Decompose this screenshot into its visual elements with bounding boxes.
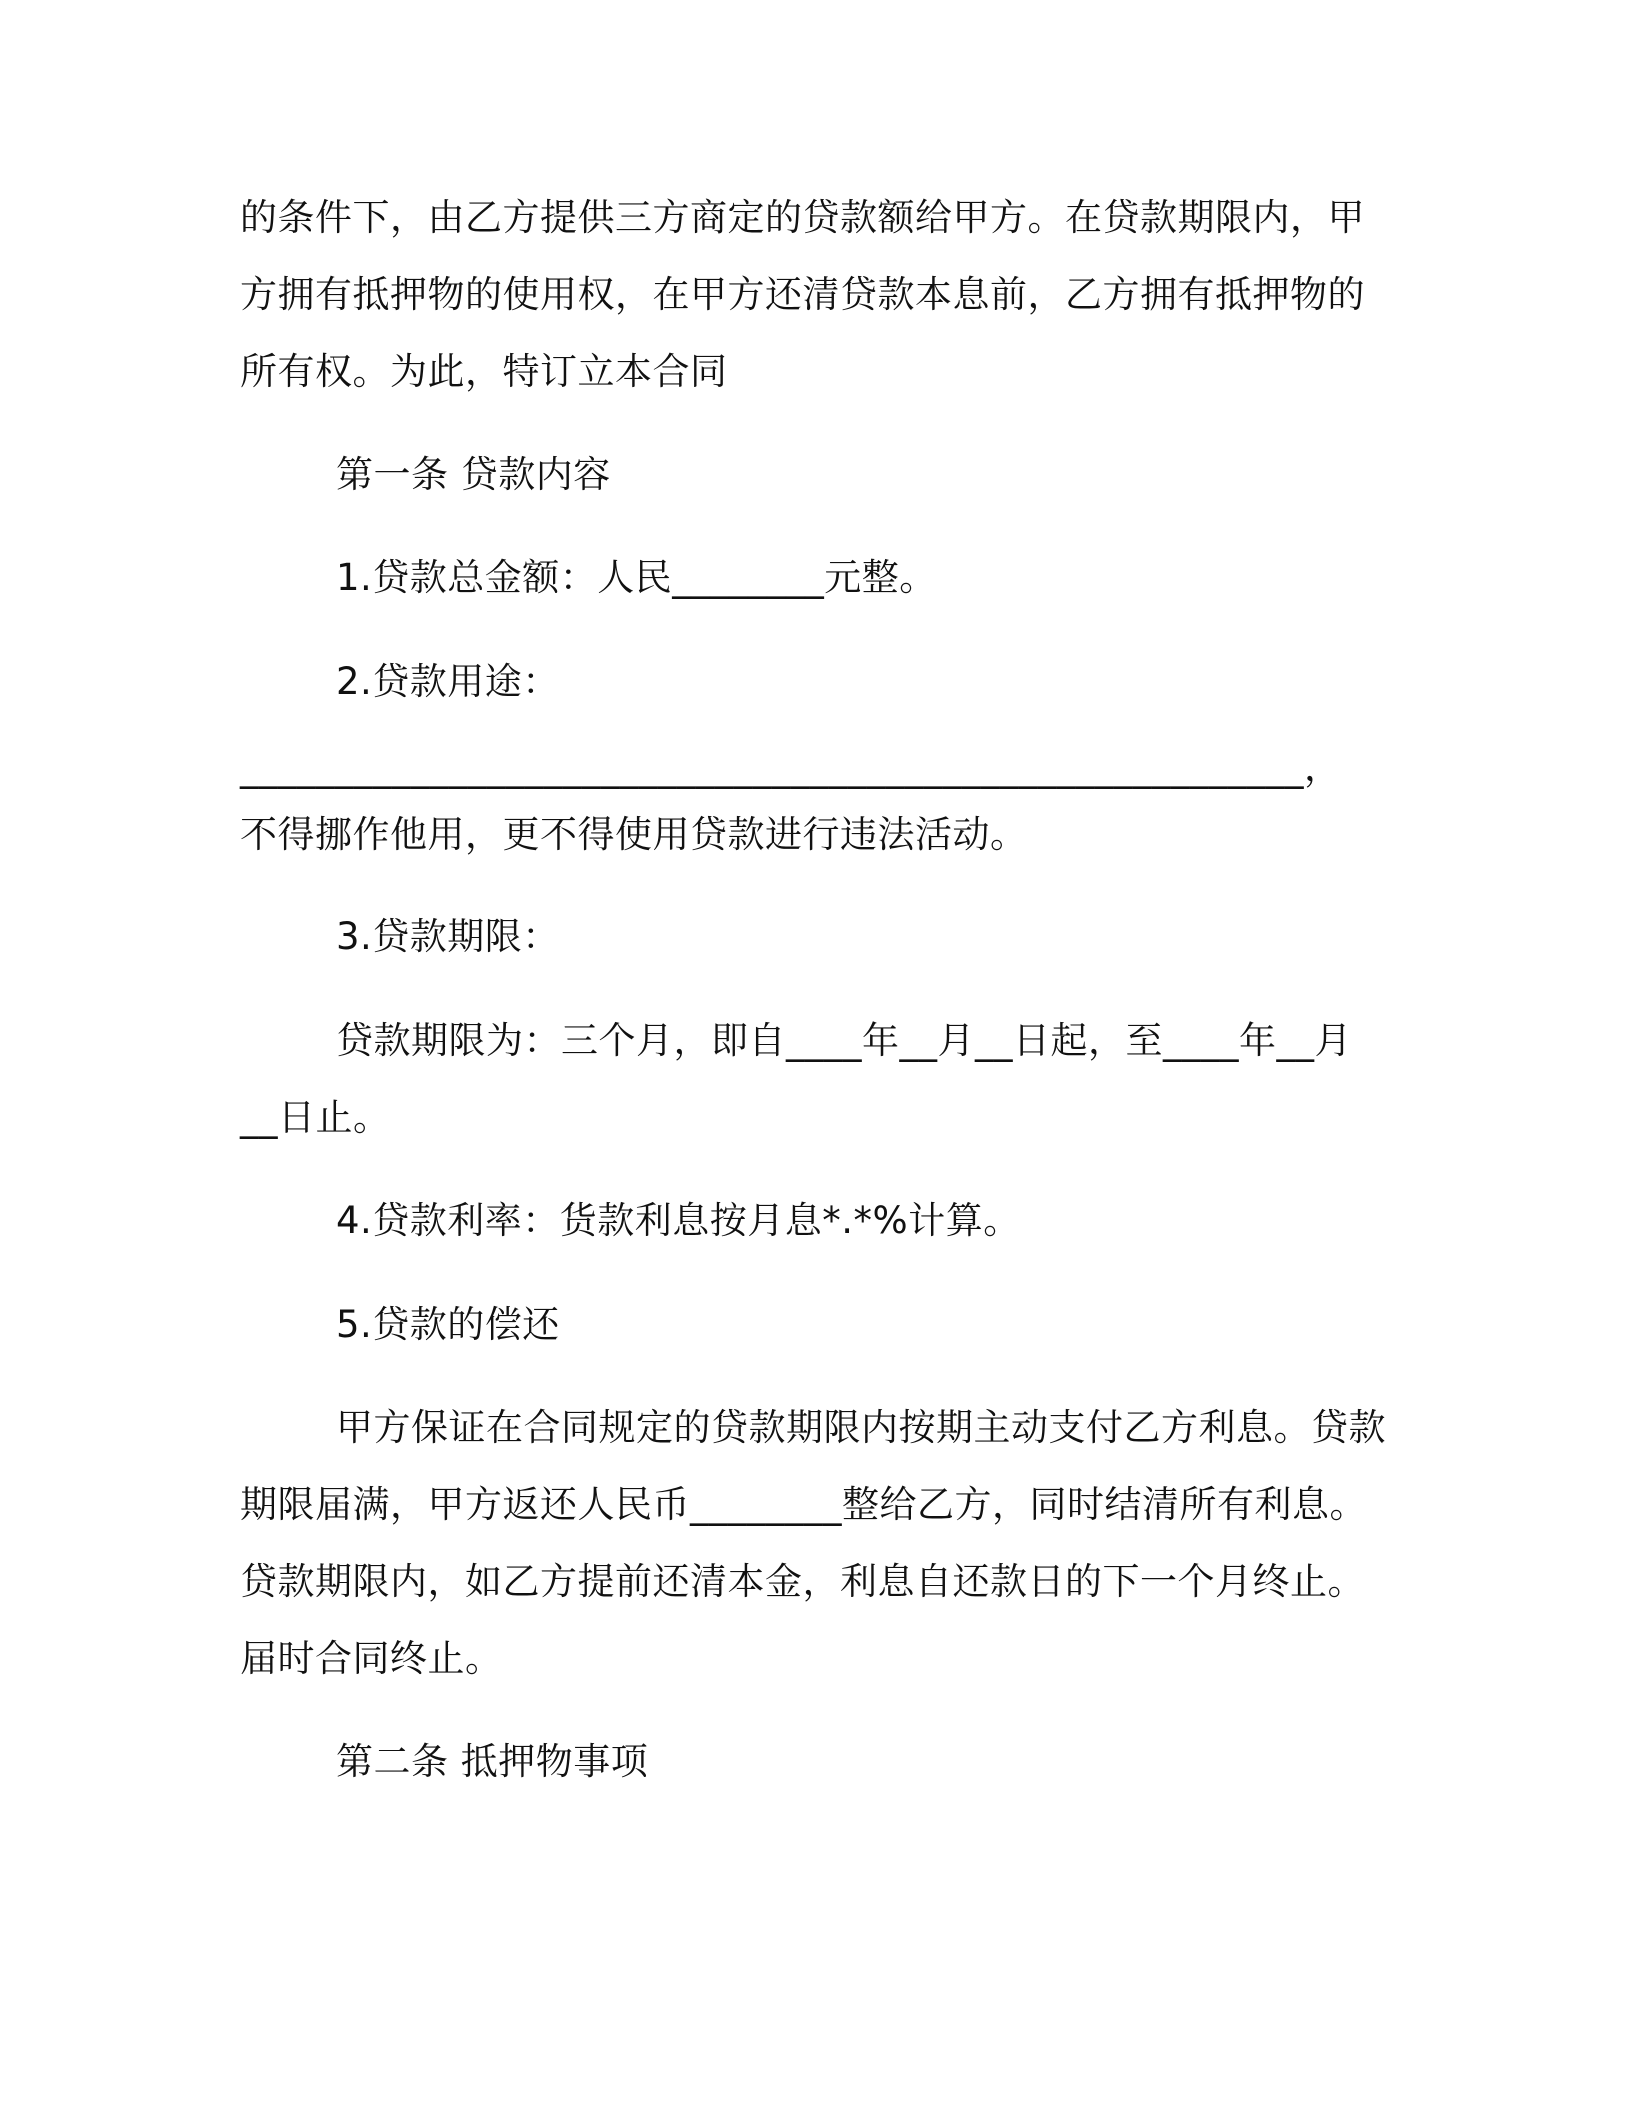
loan-purpose-blank: ________________________________________________________， xyxy=(240,746,1342,789)
repayment-line-2: 期限届满，甲方返还人民币________整给乙方，同时结清所有利息。 xyxy=(240,1483,1367,1526)
loan-interest-item: 4.贷款利率：货款利息按月息*.*%计算。 xyxy=(336,1199,1021,1242)
loan-repayment-label: 5.贷款的偿还 xyxy=(336,1303,560,1346)
loan-term-line-1: 贷款期限为：三个月，即自____年__月__日起，至____年__月 xyxy=(336,1019,1352,1062)
article-2-heading: 第二条 抵押物事项 xyxy=(336,1740,649,1783)
repayment-line-3: 贷款期限内，如乙方提前还清本金，利息自还款日的下一个月终止。 xyxy=(240,1560,1365,1603)
repayment-line-4: 届时合同终止。 xyxy=(240,1637,503,1680)
article-1-heading: 第一条 贷款内容 xyxy=(336,453,611,496)
loan-purpose-label: 2.贷款用途： xyxy=(336,660,560,703)
loan-amount-item: 1.贷款总金额：人民________元整。 xyxy=(336,556,937,599)
intro-line-2: 方拥有抵押物的使用权，在甲方还清贷款本息前，乙方拥有抵押物的 xyxy=(240,273,1365,316)
intro-line-3: 所有权。为此，特订立本合同 xyxy=(240,350,728,393)
loan-term-label: 3.贷款期限： xyxy=(336,915,560,958)
loan-purpose-note: 不得挪作他用，更不得使用贷款进行违法活动。 xyxy=(240,813,1028,856)
repayment-line-1: 甲方保证在合同规定的贷款期限内按期主动支付乙方利息。贷款 xyxy=(336,1406,1386,1449)
intro-line-1: 的条件下，由乙方提供三方商定的贷款额给甲方。在贷款期限内，甲 xyxy=(240,196,1365,239)
loan-term-line-2: __日止。 xyxy=(240,1096,391,1139)
